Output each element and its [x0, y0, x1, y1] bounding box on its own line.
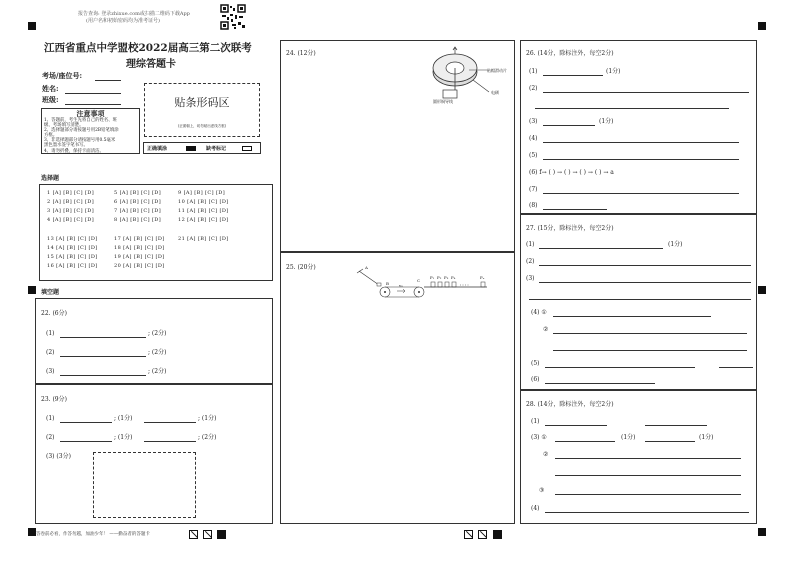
barcode-area — [144, 83, 260, 137]
barcode-label: 贴条形码区 — [174, 96, 230, 109]
q25-label-p4: P₄ — [451, 275, 456, 280]
q26-answer-4[interactable] — [543, 142, 739, 143]
q25-label-p1: P₁ — [430, 275, 435, 280]
q25-box — [280, 252, 515, 524]
choice-section-title: 选择题 — [41, 175, 60, 182]
q22-item-2: (2) — [46, 349, 55, 356]
exam-no-label: 考场/座位号: — [42, 71, 83, 80]
note-line: 方框。 — [44, 133, 58, 139]
q23-score-1a: ; (1分) — [114, 415, 133, 422]
q26-answer-5[interactable] — [543, 159, 739, 160]
registration-mark-bl — [28, 528, 36, 536]
q26-answer-2b[interactable] — [535, 108, 729, 109]
q27-answer-4-1[interactable] — [553, 316, 711, 317]
q26-line-4: (4) — [529, 135, 538, 142]
choice-question-row[interactable]: 18 [A] [B] [C] [D] — [114, 245, 165, 251]
q26-answer-1[interactable] — [543, 75, 603, 76]
q28-answer-3-1a[interactable] — [555, 441, 615, 442]
q22-answer-3[interactable] — [60, 375, 146, 376]
q27-answer-6[interactable] — [545, 383, 655, 384]
name-field[interactable] — [65, 93, 121, 94]
q27-title: 27. (15分，除标注外，每空2分) — [526, 225, 614, 232]
q26-score-1: (1分) — [606, 68, 621, 75]
q27-answer-4-2b[interactable] — [553, 350, 747, 351]
note-line: 3、非选择题部分请按题号用0.5毫米 — [44, 138, 116, 144]
q28-answer-1a[interactable] — [545, 425, 607, 426]
q23-score-2a: ; (1分) — [114, 434, 133, 441]
q22-score-3: ; (2分) — [148, 368, 167, 375]
choice-question-row[interactable]: 3 [A] [B] [C] [D] — [47, 208, 95, 214]
q27-answer-5b[interactable] — [719, 367, 753, 368]
page-title: 江西省重点中学盟校2022届高三第二次联考 — [44, 42, 252, 54]
q24-box — [280, 40, 515, 252]
q27-box — [520, 214, 757, 390]
q28-answer-4[interactable] — [545, 512, 749, 513]
q28-answer-3-2b[interactable] — [555, 475, 741, 476]
q23-item-1: (1) — [46, 415, 55, 422]
q24-label-slide: 粘帽滑动片 — [487, 68, 507, 73]
q28-line-3-2: ② — [543, 451, 549, 458]
q23-title: 23. (9分) — [41, 396, 67, 403]
q23-answer-1a[interactable] — [60, 422, 112, 423]
fill-section-title: 填空题 — [41, 289, 60, 296]
registration-mark-tl — [28, 22, 36, 30]
registration-mark-mr — [758, 286, 766, 294]
choice-question-row[interactable]: 14 [A] [B] [C] [D] — [47, 245, 98, 251]
choice-question-row[interactable]: 21 [A] [B] [C] [D] — [178, 236, 229, 242]
page-marker-2 — [203, 530, 212, 539]
page-subtitle: 理综答题卡 — [126, 59, 176, 70]
barcode-sub: (正面朝上，切勿贴出虚线方框) — [177, 124, 227, 128]
q27-answer-2[interactable] — [539, 265, 751, 266]
q27-answer-5a[interactable] — [545, 367, 695, 368]
q27-line-3: (3) — [526, 275, 535, 282]
q22-item-1: (1) — [46, 330, 55, 337]
q28-line-3-3: ③ — [539, 487, 545, 494]
q25-label-a: A — [365, 265, 368, 270]
header-note-line2: (用户名和初始密码均为准考证号) — [86, 18, 160, 24]
q23-answer-2b[interactable] — [144, 441, 196, 442]
page-marker-5 — [478, 530, 487, 539]
q27-answer-4-2a[interactable] — [553, 333, 747, 334]
q28-answer-1b[interactable] — [645, 425, 707, 426]
class-field[interactable] — [65, 104, 121, 105]
fill-legend-box — [143, 142, 261, 154]
q27-line-4-1: (4) ① — [531, 309, 547, 316]
q25-label-v0: v₀ — [399, 283, 403, 288]
q28-box — [520, 390, 757, 524]
q23-box — [35, 384, 273, 524]
q27-score-1: (1分) — [668, 241, 683, 248]
q27-line-2: (2) — [526, 258, 535, 265]
q22-answer-2[interactable] — [60, 356, 146, 357]
q23-item-3: (3) (3分) — [46, 453, 71, 460]
absent-mark-checkbox[interactable] — [242, 146, 252, 151]
page-marker-1 — [189, 530, 198, 539]
q22-box — [35, 298, 273, 384]
name-label: 姓名: — [42, 84, 59, 93]
choice-question-row[interactable]: 5 [A] [B] [C] [D] — [114, 190, 162, 196]
q25-label-c: C — [417, 278, 421, 283]
q25-label-b: B — [386, 281, 389, 286]
q28-answer-3-3[interactable] — [555, 494, 741, 495]
choice-question-row[interactable]: 2 [A] [B] [C] [D] — [47, 199, 95, 205]
q26-line-7: (7) — [529, 186, 538, 193]
choice-question-row[interactable]: 12 [A] [B] [C] [D] — [178, 217, 229, 223]
q26-title: 26. (14分，除标注外，每空2分) — [526, 50, 614, 57]
q23-score-1b: ; (1分) — [198, 415, 217, 422]
page-marker-6 — [493, 530, 502, 539]
choice-question-row[interactable]: 8 [A] [B] [C] [D] — [114, 217, 162, 223]
q27-line-4-2: ② — [543, 326, 549, 333]
q27-answer-3b[interactable] — [529, 299, 751, 300]
choice-question-row[interactable]: 10 [A] [B] [C] [D] — [178, 199, 229, 205]
q27-line-6: (6) — [531, 376, 540, 383]
footer-slogan: 答卷前必看，作答勿越，加油少年！ ——勤奋者的答题卡 — [36, 532, 150, 537]
q26-answer-2a[interactable] — [543, 92, 749, 93]
q23-item-2: (2) — [46, 434, 55, 441]
choice-question-row[interactable]: 17 [A] [B] [C] [D] — [114, 236, 165, 242]
choice-box — [39, 184, 273, 281]
choice-question-row[interactable]: 1 [A] [B] [C] [D] — [47, 190, 95, 196]
note-line: 级、考场填写清楚。 — [44, 123, 84, 129]
q25-label-pn: Pₙ — [480, 275, 485, 280]
q26-line-6: (6) f→ ( ) → ( ) → ( ) → ( ) → a — [529, 169, 614, 176]
exam-no-field[interactable] — [95, 80, 121, 81]
q22-score-2: ; (2分) — [148, 349, 167, 356]
q28-score-3a: (1分) — [621, 434, 636, 441]
q22-item-3: (3) — [46, 368, 55, 375]
q26-answer-3[interactable] — [543, 125, 595, 126]
q23-answer-2a[interactable] — [60, 441, 112, 442]
q25-title: 25. (20分) — [286, 264, 316, 271]
q27-line-1: (1) — [526, 241, 535, 248]
qr-code-icon — [220, 4, 246, 30]
q26-box — [520, 40, 757, 214]
choice-question-row[interactable]: 16 [A] [B] [C] [D] — [47, 263, 98, 269]
q26-answer-7[interactable] — [543, 193, 739, 194]
q27-answer-3a[interactable] — [539, 282, 751, 283]
q27-line-5: (5) — [531, 360, 540, 367]
fill-correct-label: 正确填涂 — [147, 146, 168, 152]
notes-list — [44, 118, 119, 154]
q26-line-5: (5) — [529, 152, 538, 159]
q22-answer-1[interactable] — [60, 337, 146, 338]
choice-question-row[interactable]: 4 [A] [B] [C] [D] — [47, 217, 95, 223]
q26-line-3: (3) — [529, 118, 538, 125]
choice-question-row[interactable]: 9 [A] [B] [C] [D] — [178, 190, 226, 196]
q26-line-8: (8) — [529, 202, 538, 209]
choice-question-row[interactable]: 7 [A] [B] [C] [D] — [114, 208, 162, 214]
notes-title: 注意事项 — [76, 109, 105, 118]
q23-answer-1b[interactable] — [144, 422, 196, 423]
q26-line-1: (1) — [529, 68, 538, 75]
q23-drawing-area[interactable] — [93, 452, 196, 518]
choice-question-row[interactable]: 15 [A] [B] [C] [D] — [47, 254, 98, 260]
q28-line-1: (1) — [531, 418, 540, 425]
q28-title: 28. (14分，除标注外，每空2分) — [526, 401, 614, 408]
choice-question-row[interactable]: 13 [A] [B] [C] [D] — [47, 236, 98, 242]
note-line: 2、选择题部分请按题号用2B铅笔填涂 — [44, 128, 119, 134]
q22-title: 22. (6分) — [41, 310, 67, 317]
notes-box — [41, 108, 140, 154]
q24-label-wire: 圆形铜导线 — [433, 99, 453, 104]
q28-score-3b: (1分) — [699, 434, 714, 441]
q28-answer-3-1b[interactable] — [645, 441, 695, 442]
registration-mark-tr — [758, 22, 766, 30]
q25-figure — [355, 265, 505, 301]
q26-answer-8[interactable] — [543, 209, 607, 210]
q25-label-p3: P₃ — [444, 275, 449, 280]
class-label: 班级: — [42, 95, 59, 104]
note-line: 1、答题前，考生先将自己的姓名、班 — [44, 118, 118, 123]
q22-score-1: ; (2分) — [148, 330, 167, 337]
q26-score-3: (1分) — [599, 118, 614, 125]
fill-correct-sample — [186, 146, 196, 151]
absent-mark-label: 缺考标记 — [206, 146, 227, 152]
q26-line-2: (2) — [529, 85, 538, 92]
q24-title: 24. (12分) — [286, 50, 316, 57]
registration-mark-ml — [28, 286, 36, 294]
page-marker-4 — [464, 530, 473, 539]
registration-mark-br — [758, 528, 766, 536]
q28-answer-3-2a[interactable] — [555, 458, 741, 459]
note-line: 黑色墨水签字笔书写。 — [44, 143, 88, 149]
choice-question-row[interactable]: 20 [A] [B] [C] [D] — [114, 263, 165, 269]
choice-question-row[interactable]: 6 [A] [B] [C] [D] — [114, 199, 162, 205]
q28-line-3-1: (3) ① — [531, 434, 547, 441]
q23-score-2b: ; (2分) — [198, 434, 217, 441]
q28-line-4: (4) — [531, 505, 540, 512]
q27-answer-1[interactable] — [539, 248, 663, 249]
header-note-line1: 报告查询: 登录zhixue.com或扫描二维码下载App — [78, 11, 190, 17]
choice-question-row[interactable]: 11 [A] [B] [C] [D] — [178, 208, 229, 214]
page-marker-3 — [217, 530, 226, 539]
q25-label-p2: P₂ — [437, 275, 442, 280]
choice-question-row[interactable]: 19 [A] [B] [C] [D] — [114, 254, 165, 260]
note-line: 4、请勿折叠，保持卡面清洁。 — [44, 148, 104, 154]
q24-label-brush: 电刷 — [491, 90, 499, 95]
q24-figure — [429, 44, 514, 106]
